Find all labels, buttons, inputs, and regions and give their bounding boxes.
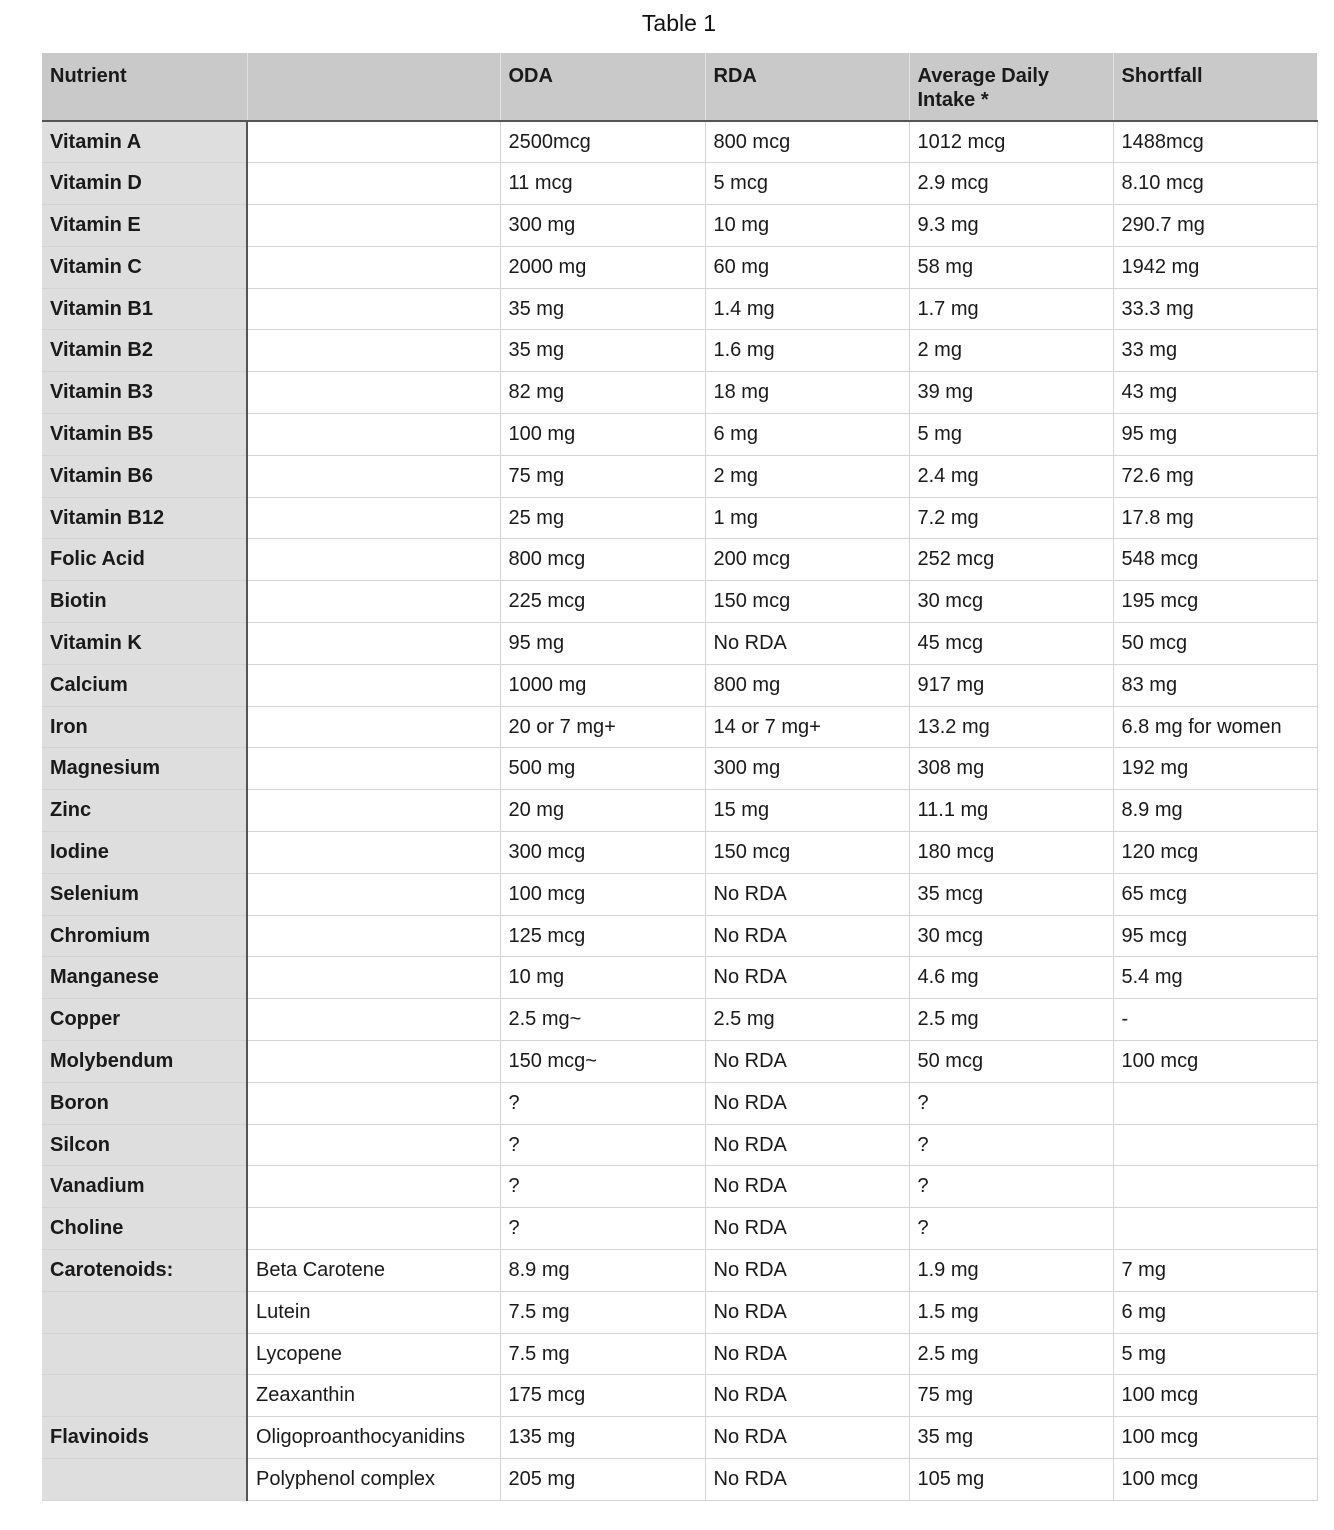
header-row [42,53,1317,121]
cell-rda: 15 mg [705,790,909,832]
cell-oda: 100 mcg [500,873,705,915]
cell-average-daily-intake: 13.2 mg [909,706,1113,748]
cell-nutrient: Iron [42,706,247,748]
header-average-daily-intake: Average Daily Intake * [909,53,1113,121]
cell-rda: No RDA [705,915,909,957]
cell-subcategory [247,1124,500,1166]
cell-rda: 800 mcg [705,121,909,163]
table-row [42,497,1317,539]
header-nutrient: Nutrient [42,53,247,121]
cell-oda: 135 mg [500,1417,705,1459]
table-body [42,121,1317,1500]
cell-rda: 200 mcg [705,539,909,581]
cell-nutrient: Vitamin B1 [42,288,247,330]
cell-shortfall: 100 mcg [1113,1459,1317,1501]
cell-average-daily-intake: ? [909,1208,1113,1250]
cell-shortfall [1113,1166,1317,1208]
cell-subcategory: Beta Carotene [247,1250,500,1292]
cell-rda: 2 mg [705,455,909,497]
cell-rda: 2.5 mg [705,999,909,1041]
cell-rda: No RDA [705,1041,909,1083]
cell-average-daily-intake: 58 mg [909,246,1113,288]
cell-rda: No RDA [705,1250,909,1292]
cell-oda: 7.5 mg [500,1291,705,1333]
cell-shortfall: 50 mcg [1113,623,1317,665]
cell-oda: 95 mg [500,623,705,665]
cell-nutrient: Calcium [42,664,247,706]
cell-average-daily-intake: 50 mcg [909,1041,1113,1083]
table-row [42,288,1317,330]
table-row [42,414,1317,456]
cell-average-daily-intake: 105 mg [909,1459,1113,1501]
cell-oda: 300 mcg [500,832,705,874]
cell-subcategory [247,205,500,247]
table-row [42,1375,1317,1417]
cell-shortfall: 100 mcg [1113,1417,1317,1459]
cell-rda: 300 mg [705,748,909,790]
cell-oda: ? [500,1166,705,1208]
table-caption: Table 1 [641,10,717,36]
cell-shortfall: 5 mg [1113,1333,1317,1375]
cell-oda: 11 mcg [500,163,705,205]
cell-rda: No RDA [705,1417,909,1459]
cell-nutrient [42,1375,247,1417]
cell-rda: No RDA [705,1333,909,1375]
cell-subcategory [247,873,500,915]
table-row [42,163,1317,205]
table-row [42,372,1317,414]
cell-shortfall: 8.9 mg [1113,790,1317,832]
cell-rda: 150 mcg [705,832,909,874]
cell-rda: 14 or 7 mg+ [705,706,909,748]
cell-nutrient: Selenium [42,873,247,915]
cell-subcategory [247,1082,500,1124]
cell-oda: 205 mg [500,1459,705,1501]
table-row [42,205,1317,247]
cell-shortfall: 43 mg [1113,372,1317,414]
cell-average-daily-intake: 2.5 mg [909,1333,1113,1375]
cell-oda: 10 mg [500,957,705,999]
cell-oda: 82 mg [500,372,705,414]
cell-shortfall: 548 mcg [1113,539,1317,581]
cell-oda: 2.5 mg~ [500,999,705,1041]
cell-shortfall: 1488mcg [1113,121,1317,163]
cell-average-daily-intake: 308 mg [909,748,1113,790]
table-row [42,748,1317,790]
cell-rda: No RDA [705,623,909,665]
cell-average-daily-intake: 1.5 mg [909,1291,1113,1333]
cell-subcategory [247,330,500,372]
cell-oda: 35 mg [500,330,705,372]
cell-shortfall [1113,1208,1317,1250]
cell-average-daily-intake: 35 mcg [909,873,1113,915]
cell-oda: ? [500,1082,705,1124]
cell-nutrient: Manganese [42,957,247,999]
cell-nutrient: Vitamin B6 [42,455,247,497]
table-row [42,664,1317,706]
cell-average-daily-intake: 45 mcg [909,623,1113,665]
cell-oda: ? [500,1124,705,1166]
header-subcategory [247,53,500,121]
table-row [42,246,1317,288]
cell-subcategory [247,790,500,832]
cell-nutrient: Vitamin K [42,623,247,665]
cell-subcategory [247,623,500,665]
cell-shortfall: - [1113,999,1317,1041]
cell-nutrient: Vitamin D [42,163,247,205]
table-row [42,330,1317,372]
cell-rda: No RDA [705,1291,909,1333]
cell-nutrient: Magnesium [42,748,247,790]
cell-shortfall: 65 mcg [1113,873,1317,915]
cell-average-daily-intake: 35 mg [909,1417,1113,1459]
cell-oda: 175 mcg [500,1375,705,1417]
table-row [42,539,1317,581]
cell-average-daily-intake: 30 mcg [909,581,1113,623]
cell-nutrient: Carotenoids: [42,1250,247,1292]
cell-rda: 1.4 mg [705,288,909,330]
cell-rda: No RDA [705,1375,909,1417]
table-row [42,706,1317,748]
table-row [42,915,1317,957]
table-row [42,999,1317,1041]
cell-average-daily-intake: ? [909,1124,1113,1166]
table-row [42,1291,1317,1333]
cell-rda: 150 mcg [705,581,909,623]
cell-nutrient: Vitamin B5 [42,414,247,456]
cell-subcategory [247,163,500,205]
cell-shortfall: 100 mcg [1113,1375,1317,1417]
cell-subcategory [247,121,500,163]
cell-shortfall [1113,1082,1317,1124]
cell-subcategory [247,414,500,456]
cell-average-daily-intake: 1.9 mg [909,1250,1113,1292]
cell-rda: No RDA [705,1166,909,1208]
table-row [42,957,1317,999]
header-oda: ODA [500,53,705,121]
cell-nutrient: Vitamin A [42,121,247,163]
cell-nutrient: Folic Acid [42,539,247,581]
cell-average-daily-intake: 4.6 mg [909,957,1113,999]
table-row [42,1208,1317,1250]
cell-nutrient: Iodine [42,832,247,874]
cell-nutrient: Molybendum [42,1041,247,1083]
cell-rda: 60 mg [705,246,909,288]
cell-nutrient: Choline [42,1208,247,1250]
table-row [42,1250,1317,1292]
cell-average-daily-intake: 917 mg [909,664,1113,706]
cell-rda: 1.6 mg [705,330,909,372]
cell-oda: 125 mcg [500,915,705,957]
cell-rda: 5 mcg [705,163,909,205]
cell-subcategory [247,999,500,1041]
cell-subcategory: Zeaxanthin [247,1375,500,1417]
cell-nutrient: Flavinoids [42,1417,247,1459]
cell-shortfall: 100 mcg [1113,1041,1317,1083]
cell-oda: 100 mg [500,414,705,456]
cell-oda: 300 mg [500,205,705,247]
table-row [42,790,1317,832]
cell-rda: 18 mg [705,372,909,414]
cell-nutrient [42,1333,247,1375]
cell-rda: No RDA [705,1208,909,1250]
nutrient-table [42,53,1318,1501]
table-row [42,1333,1317,1375]
table-row [42,1459,1317,1501]
cell-nutrient: Vitamin B3 [42,372,247,414]
cell-subcategory [247,664,500,706]
table-row [42,455,1317,497]
cell-subcategory: Polyphenol complex [247,1459,500,1501]
cell-average-daily-intake: 30 mcg [909,915,1113,957]
cell-average-daily-intake: ? [909,1082,1113,1124]
cell-shortfall [1113,1124,1317,1166]
cell-oda: 225 mcg [500,581,705,623]
cell-oda: ? [500,1208,705,1250]
cell-rda: 10 mg [705,205,909,247]
cell-rda: No RDA [705,1459,909,1501]
cell-shortfall: 95 mg [1113,414,1317,456]
cell-subcategory [247,1041,500,1083]
cell-subcategory [247,455,500,497]
cell-shortfall: 72.6 mg [1113,455,1317,497]
cell-oda: 150 mcg~ [500,1041,705,1083]
cell-oda: 7.5 mg [500,1333,705,1375]
cell-average-daily-intake: 2.9 mcg [909,163,1113,205]
cell-oda: 1000 mg [500,664,705,706]
table-row [42,1124,1317,1166]
cell-rda: No RDA [705,957,909,999]
cell-average-daily-intake: 75 mg [909,1375,1113,1417]
cell-subcategory [247,246,500,288]
cell-shortfall: 290.7 mg [1113,205,1317,247]
cell-oda: 20 or 7 mg+ [500,706,705,748]
cell-shortfall: 33.3 mg [1113,288,1317,330]
table-row [42,873,1317,915]
cell-average-daily-intake: 2.4 mg [909,455,1113,497]
cell-nutrient: Biotin [42,581,247,623]
cell-nutrient: Vitamin C [42,246,247,288]
cell-average-daily-intake: 39 mg [909,372,1113,414]
cell-oda: 2000 mg [500,246,705,288]
cell-average-daily-intake: 252 mcg [909,539,1113,581]
cell-shortfall: 1942 mg [1113,246,1317,288]
cell-shortfall: 95 mcg [1113,915,1317,957]
cell-nutrient: Vanadium [42,1166,247,1208]
table-row [42,1041,1317,1083]
cell-shortfall: 6 mg [1113,1291,1317,1333]
cell-average-daily-intake: 5 mg [909,414,1113,456]
cell-average-daily-intake: 2 mg [909,330,1113,372]
cell-nutrient: Boron [42,1082,247,1124]
cell-shortfall: 83 mg [1113,664,1317,706]
cell-subcategory [247,748,500,790]
cell-rda: No RDA [705,1082,909,1124]
table-row [42,832,1317,874]
cell-subcategory: Lutein [247,1291,500,1333]
cell-rda: 800 mg [705,664,909,706]
cell-subcategory [247,1208,500,1250]
cell-nutrient: Vitamin E [42,205,247,247]
cell-average-daily-intake: 2.5 mg [909,999,1113,1041]
cell-subcategory [247,832,500,874]
cell-oda: 2500mcg [500,121,705,163]
cell-oda: 35 mg [500,288,705,330]
cell-nutrient: Copper [42,999,247,1041]
cell-oda: 8.9 mg [500,1250,705,1292]
cell-subcategory [247,539,500,581]
table-row [42,581,1317,623]
cell-average-daily-intake: 1012 mcg [909,121,1113,163]
cell-shortfall: 6.8 mg for women [1113,706,1317,748]
cell-subcategory [247,1166,500,1208]
cell-nutrient: Vitamin B12 [42,497,247,539]
cell-nutrient: Chromium [42,915,247,957]
header-rda: RDA [705,53,909,121]
table-row [42,1166,1317,1208]
cell-subcategory: Oligoproanthocyanidins [247,1417,500,1459]
table-row [42,1082,1317,1124]
cell-rda: No RDA [705,873,909,915]
table-row [42,1417,1317,1459]
cell-average-daily-intake: 180 mcg [909,832,1113,874]
cell-shortfall: 17.8 mg [1113,497,1317,539]
table-row [42,121,1317,163]
cell-nutrient: Zinc [42,790,247,832]
cell-shortfall: 8.10 mcg [1113,163,1317,205]
cell-shortfall: 7 mg [1113,1250,1317,1292]
cell-subcategory [247,581,500,623]
cell-nutrient [42,1459,247,1501]
cell-subcategory [247,915,500,957]
cell-oda: 500 mg [500,748,705,790]
cell-oda: 25 mg [500,497,705,539]
cell-oda: 20 mg [500,790,705,832]
cell-average-daily-intake: 9.3 mg [909,205,1113,247]
cell-rda: 6 mg [705,414,909,456]
cell-nutrient: Silcon [42,1124,247,1166]
table-row [42,623,1317,665]
cell-oda: 75 mg [500,455,705,497]
cell-nutrient [42,1291,247,1333]
cell-subcategory [247,372,500,414]
cell-subcategory [247,957,500,999]
cell-shortfall: 33 mg [1113,330,1317,372]
cell-nutrient: Vitamin B2 [42,330,247,372]
cell-rda: No RDA [705,1124,909,1166]
cell-subcategory [247,288,500,330]
cell-rda: 1 mg [705,497,909,539]
cell-shortfall: 120 mcg [1113,832,1317,874]
cell-oda: 800 mcg [500,539,705,581]
cell-average-daily-intake: 11.1 mg [909,790,1113,832]
cell-shortfall: 5.4 mg [1113,957,1317,999]
cell-average-daily-intake: 1.7 mg [909,288,1113,330]
cell-shortfall: 195 mcg [1113,581,1317,623]
cell-subcategory [247,497,500,539]
cell-subcategory: Lycopene [247,1333,500,1375]
cell-average-daily-intake: 7.2 mg [909,497,1113,539]
cell-shortfall: 192 mg [1113,748,1317,790]
header-shortfall: Shortfall [1113,53,1317,121]
cell-average-daily-intake: ? [909,1166,1113,1208]
cell-subcategory [247,706,500,748]
